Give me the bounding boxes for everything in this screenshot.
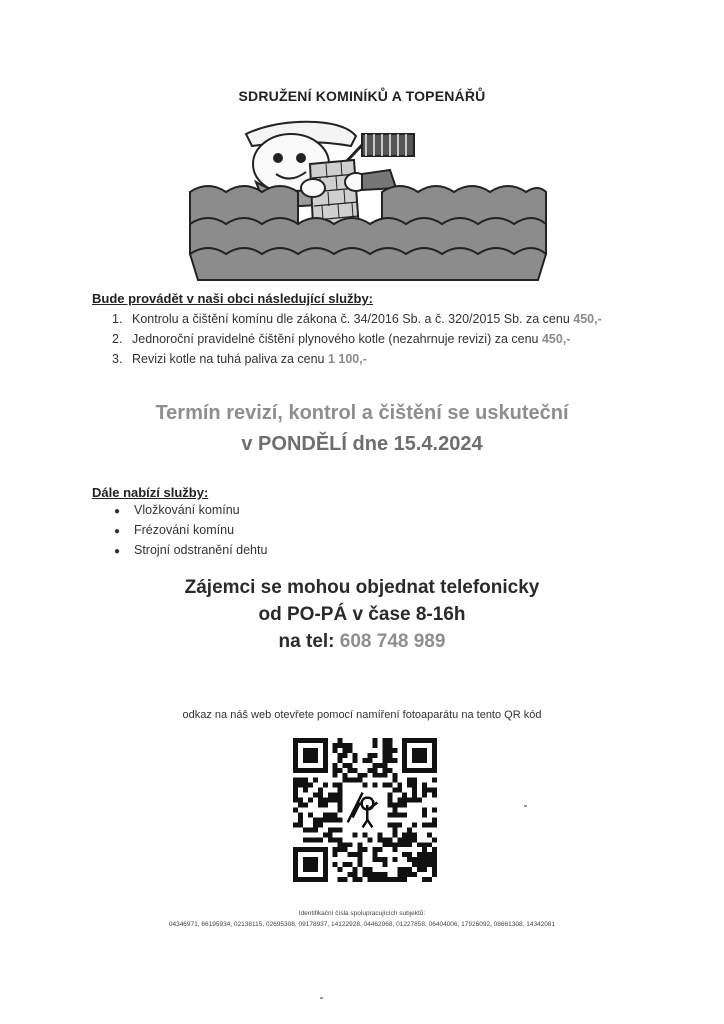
price: 450,- bbox=[541, 332, 571, 346]
list-item: ● Frézování komínu bbox=[114, 520, 267, 540]
other-services-heading: Dále nabízí služby: bbox=[92, 485, 209, 500]
bullet-icon: ● bbox=[114, 546, 121, 557]
page-title: SDRUŽENÍ KOMINÍKŮ A TOPENÁŘŮ bbox=[238, 88, 486, 104]
phone-number[interactable]: 608 748 989 bbox=[339, 631, 446, 652]
services-list bbox=[112, 309, 602, 369]
scan-speck bbox=[524, 805, 527, 807]
qr-note: odkaz na náš web otevřete pomocí namíření fotoaparátu na tento QR kód bbox=[182, 709, 542, 721]
termin-line-2: v PONDĚLÍ dne 15.4.2024 bbox=[241, 433, 483, 455]
bullet-icon: ● bbox=[114, 526, 121, 537]
other-services-list bbox=[114, 500, 267, 560]
identification-label: Identifikační čísla spolupracujících subjektů: bbox=[298, 910, 426, 917]
list-item: 3. Revizi kotle na tuhá paliva za cenu 1 100,- bbox=[112, 352, 367, 366]
scan-speck bbox=[320, 997, 323, 999]
contact-block bbox=[0, 574, 724, 655]
services-heading: Bude provádět v naši obci následující služby: bbox=[92, 291, 374, 306]
termin-line-1: Termín revizí, kontrol a čištění se uskuteční bbox=[155, 402, 569, 424]
contact-phone-line: na tel: 608 748 989 bbox=[278, 631, 446, 652]
price: 450,- bbox=[573, 312, 602, 326]
contact-line-2: od PO-PÁ v čase 8-16h bbox=[258, 604, 466, 625]
chimney-sweep-illustration bbox=[186, 112, 550, 284]
list-item: 2. Jednoroční pravidelné čištění plynového kotle (nezahrnuje revizi) za cenu 450,- bbox=[112, 332, 571, 346]
qr-code[interactable] bbox=[293, 738, 437, 882]
contact-line-1: Zájemci se mohou objednat telefonicky bbox=[184, 577, 540, 598]
price: 1 100,- bbox=[327, 352, 367, 366]
list-item: ● Strojní odstranění dehtu bbox=[114, 540, 267, 560]
list-item: 1. Kontrolu a čištění komínu dle zákona č. 34/2016 Sb. a č. 320/2015 Sb. za cenu 450,- bbox=[112, 312, 602, 326]
identification-numbers: 04346971, 66195934, 02138115, 02695308, 09178937, 14122928, 04462068, 01227858, 06404006, 17926092, 08661308, 14342081 bbox=[168, 921, 556, 928]
termin-announcement bbox=[0, 398, 724, 460]
list-item: ● Vložkování komínu bbox=[114, 500, 267, 520]
bullet-icon: ● bbox=[114, 506, 121, 517]
